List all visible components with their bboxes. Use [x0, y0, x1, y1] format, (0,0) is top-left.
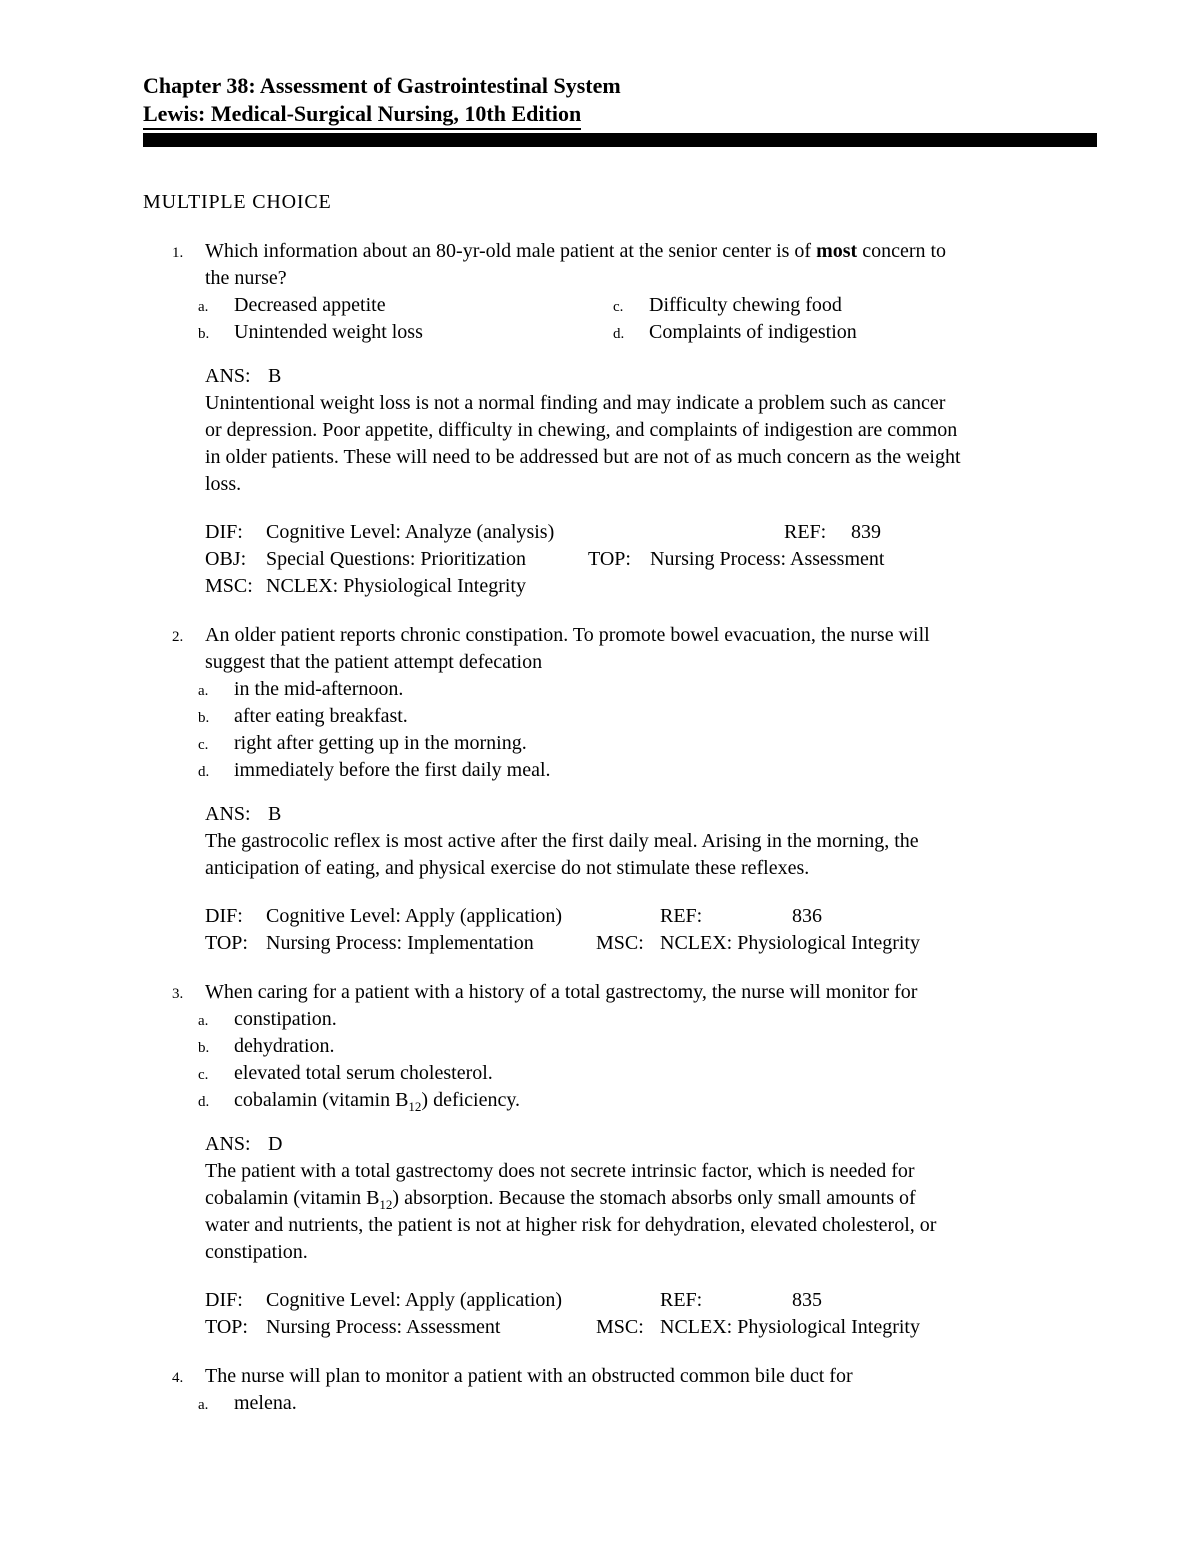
answer-block — [205, 1131, 1097, 1266]
meta-label-ref: REF: — [660, 905, 703, 927]
meta-label-dif: DIF: — [205, 521, 243, 543]
rationale-line: anticipation of eating, and physical exercise do not stimulate these reflexes. — [205, 857, 810, 879]
page-subtitle: Lewis: Medical-Surgical Nursing, 10th Edition — [143, 100, 1097, 130]
option-b — [198, 319, 613, 346]
option-text: right after getting up in the morning. — [234, 732, 527, 754]
question-stem: Which information about an 80-yr-old male patient at the senior center is of most concern to — [205, 240, 947, 262]
subscript: 12 — [408, 1099, 422, 1114]
option-letter: a. — [198, 1397, 209, 1413]
answer-label: ANS: — [205, 365, 251, 387]
meta-label-msc: MSC: — [205, 575, 253, 597]
answer-label: ANS: — [205, 1133, 251, 1155]
meta-block — [205, 519, 1097, 600]
option-a — [198, 676, 1097, 703]
option-d — [613, 319, 1097, 346]
option-text: Difficulty chewing food — [649, 294, 842, 316]
option-text: after eating breakfast. — [234, 705, 408, 727]
question-number: 2. — [172, 629, 184, 645]
rationale-line: Unintentional weight loss is not a normal finding and may indicate a problem such as cancer — [205, 392, 946, 414]
option-letter: b. — [198, 710, 210, 726]
meta-label-top: TOP: — [205, 1316, 248, 1338]
meta-label-top: TOP: — [588, 548, 631, 570]
meta-label-msc: MSC: — [596, 1316, 644, 1338]
meta-value-dif: Cognitive Level: Apply (application) — [266, 905, 563, 927]
section-heading: MULTIPLE CHOICE — [143, 191, 332, 213]
option-d — [198, 1087, 1097, 1114]
question-number: 1. — [172, 245, 184, 261]
meta-label-dif: DIF: — [205, 1289, 243, 1311]
option-letter: b. — [198, 326, 210, 342]
meta-line — [205, 1287, 1097, 1314]
option-c — [198, 730, 1097, 757]
option-letter: c. — [198, 1067, 209, 1083]
option-a — [198, 292, 613, 319]
answer-value: D — [268, 1133, 283, 1155]
subscript: 12 — [379, 1197, 393, 1212]
rationale-line: The patient with a total gastrectomy does not secrete intrinsic factor, which is needed for — [205, 1160, 915, 1182]
option-text: Complaints of indigestion — [649, 321, 857, 343]
option-text: Decreased appetite — [234, 294, 386, 316]
option-letter: c. — [613, 299, 624, 315]
meta-value-top: Nursing Process: Implementation — [266, 932, 534, 954]
question-3 — [143, 979, 1097, 1341]
answer-value: B — [268, 803, 282, 825]
option-a — [198, 1390, 1097, 1417]
meta-label-ref: REF: — [660, 1289, 703, 1311]
option-letter: d. — [198, 764, 210, 780]
meta-value-ref: 839 — [851, 521, 881, 543]
option-text: melena. — [234, 1392, 297, 1414]
rationale-line: loss. — [205, 473, 242, 495]
option-b — [198, 703, 1097, 730]
options-list — [198, 1006, 1097, 1114]
rationale-line: constipation. — [205, 1241, 308, 1263]
question-stem: the nurse? — [205, 267, 287, 289]
option-d — [198, 757, 1097, 784]
option-c — [613, 292, 1097, 319]
option-letter: c. — [198, 737, 209, 753]
options-list — [198, 292, 1097, 346]
meta-label-obj: OBJ: — [205, 548, 247, 570]
question-1 — [143, 238, 1097, 600]
question-stem: The nurse will plan to monitor a patient with an obstructed common bile duct for — [205, 1365, 853, 1387]
options-list — [198, 676, 1097, 784]
meta-label-ref: REF: — [784, 521, 827, 543]
question-number: 3. — [172, 986, 184, 1002]
meta-block — [205, 903, 1097, 957]
option-b — [198, 1033, 1097, 1060]
option-text: immediately before the first daily meal. — [234, 759, 551, 781]
meta-line — [205, 546, 1097, 573]
meta-value-ref: 835 — [792, 1289, 822, 1311]
option-text: constipation. — [234, 1008, 337, 1030]
meta-label-top: TOP: — [205, 932, 248, 954]
option-letter: b. — [198, 1040, 210, 1056]
option-c — [198, 1060, 1097, 1087]
question-4 — [143, 1363, 1097, 1417]
option-letter: d. — [613, 326, 625, 342]
option-text: cobalamin (vitamin $B_{12}$) deficiency. — [234, 1089, 521, 1114]
question-stem: suggest that the patient attempt defecation — [205, 651, 543, 673]
option-text: Unintended weight loss — [234, 321, 423, 343]
option-a — [198, 1006, 1097, 1033]
meta-label-msc: MSC: — [596, 932, 644, 954]
meta-block — [205, 1287, 1097, 1341]
meta-label-dif: DIF: — [205, 905, 243, 927]
option-letter: d. — [198, 1094, 210, 1110]
option-text: dehydration. — [234, 1035, 335, 1057]
answer-value: B — [268, 365, 282, 387]
option-letter: a. — [198, 1013, 209, 1029]
option-text: elevated total serum cholesterol. — [234, 1062, 493, 1084]
question-stem: An older patient reports chronic constipation. To promote bowel evacuation, the nurse will — [205, 624, 930, 646]
meta-line — [205, 930, 1097, 957]
rationale-line: water and nutrients, the patient is not at higher risk for dehydration, elevated cholesterol, or — [205, 1214, 937, 1236]
meta-line — [205, 903, 1097, 930]
question-2 — [143, 622, 1097, 957]
meta-value-top: Nursing Process: Assessment — [650, 548, 885, 570]
option-letter: a. — [198, 683, 209, 699]
question-stem: When caring for a patient with a history of a total gastrectomy, the nurse will monitor for — [205, 981, 918, 1003]
meta-value-msc: NCLEX: Physiological Integrity — [266, 575, 526, 597]
meta-value-msc: NCLEX: Physiological Integrity — [660, 1316, 920, 1338]
rationale-line: The gastrocolic reflex is most active after the first daily meal. Arising in the morning, the — [205, 830, 919, 852]
meta-value-msc: NCLEX: Physiological Integrity — [660, 932, 920, 954]
answer-label: ANS: — [205, 803, 251, 825]
page-title: Chapter 38: Assessment of Gastrointestinal System — [143, 73, 621, 98]
rationale-line: in older patients. These will need to be addressed but are not of as much concern as the weight — [205, 446, 961, 468]
question-number: 4. — [172, 1370, 184, 1386]
answer-block — [205, 363, 1097, 498]
rationale-line: cobalamin (vitamin $B_{12}$) absorption. Because the stomach absorbs only small amounts of — [205, 1187, 916, 1212]
meta-line — [205, 573, 1097, 600]
meta-value-dif: Cognitive Level: Apply (application) — [266, 1289, 563, 1311]
options-list — [198, 1390, 1097, 1417]
meta-value-obj: Special Questions: Prioritization — [266, 548, 526, 570]
rationale-line: or depression. Poor appetite, difficulty in chewing, and complaints of indigestion are common — [205, 419, 958, 441]
answer-block — [205, 801, 1097, 882]
meta-value-dif: Cognitive Level: Analyze (analysis) — [266, 521, 555, 543]
meta-value-ref: 836 — [792, 905, 822, 927]
divider-bar — [143, 133, 1097, 147]
meta-line — [205, 519, 1097, 546]
meta-line — [205, 1314, 1097, 1341]
option-text: in the mid-afternoon. — [234, 678, 404, 700]
meta-value-top: Nursing Process: Assessment — [266, 1316, 501, 1338]
option-letter: a. — [198, 299, 209, 315]
